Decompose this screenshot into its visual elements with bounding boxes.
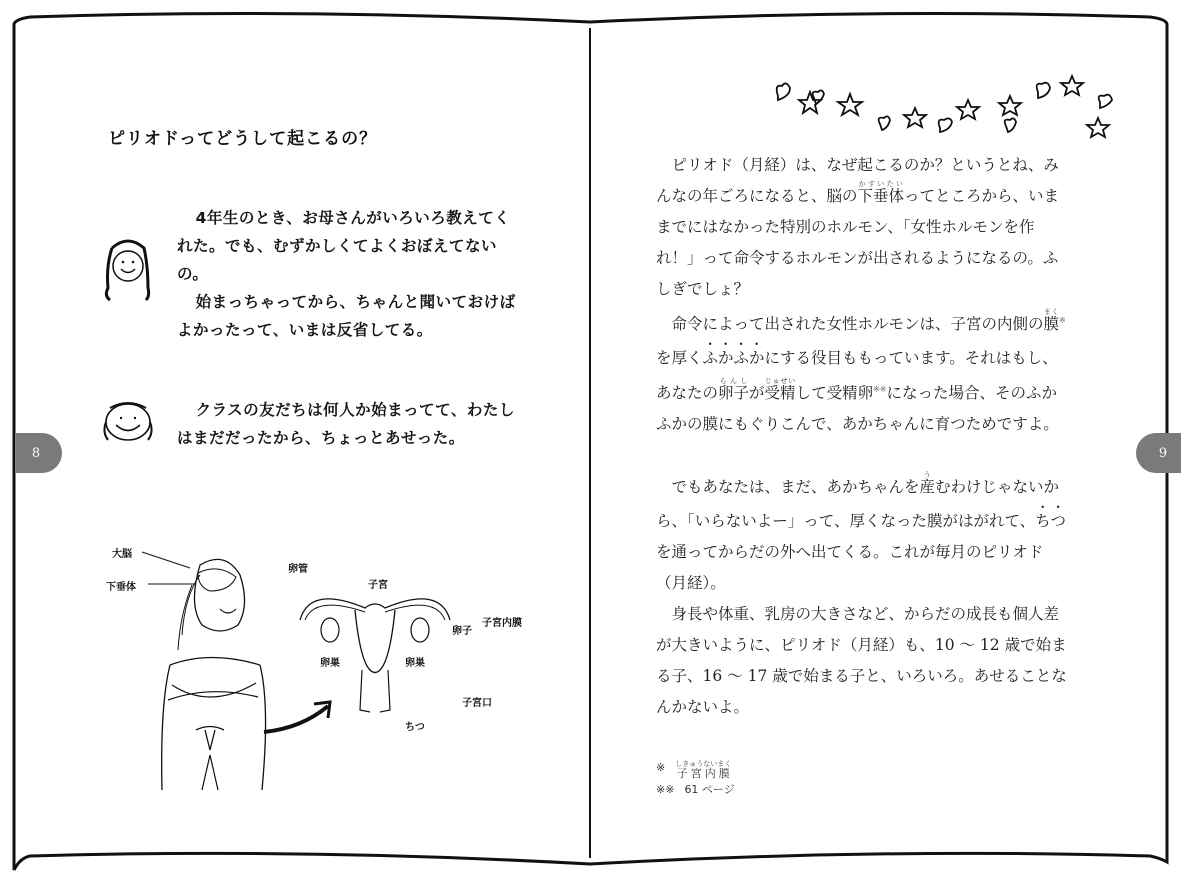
- label-uterus: 子宮: [368, 580, 388, 591]
- paragraph-2: 命令によって出された女性ホルモンは、子宮の内側の膜まく※を厚くふかふかにする役目ももっています。それはもし、あなたの卵子らんしが受精じゅせいして受精卵※※になった場合、そのふかふかの膜にもぐりこんで、あかちゃんに育つためですよ。: [656, 308, 1066, 434]
- quote-2-line-1: クラスの友だちは何人か始まってて、わたしはまだだったから、ちょっとあせった。: [177, 401, 515, 447]
- girl-face-long-hair-icon: [98, 236, 160, 306]
- quote-1-line-2: 始まっちゃってから、ちゃんと聞いておけばよかったって、いまは反省してる。: [177, 293, 516, 339]
- paragraph-gap: [656, 440, 1068, 471]
- uterus-diagram: [290, 580, 460, 720]
- girl-body-illustration: [150, 555, 280, 790]
- label-pituitary: 下垂体: [106, 582, 136, 593]
- paragraph-4: 身長や体重、乳房の大きさなど、からだの成長も個人差が大きいように、ピリオド（月経）も、10 ～ 12 歳で始まる子、16 ～ 17 歳で始まる子と、いろいろ。あせることなんかないよ。: [656, 605, 1067, 717]
- label-brain: 大脳: [112, 549, 132, 560]
- footnote-ref-2[interactable]: ※※: [873, 385, 887, 395]
- footnote-ref-1[interactable]: ※: [1059, 316, 1066, 325]
- label-leader-lines: [130, 548, 210, 588]
- label-vagina: ちつ: [405, 722, 425, 733]
- footnote-1: ※ 子宮内膜しきゅうないまく: [656, 760, 732, 780]
- page-number-tab-right: 9: [1136, 433, 1181, 473]
- quote-block-2: [177, 396, 522, 452]
- stars-and-hearts-decoration: [770, 72, 1120, 142]
- footnotes: [656, 760, 735, 798]
- paragraph-3: でもあなたは、まだ、あかちゃんを産うむわけじゃないから、「いらないよー」って、厚くなった膜がはがれて、ちつを通ってからだの外へ出てくる。これが毎月のピリオド（月経）。: [656, 471, 1066, 593]
- body-text: [656, 150, 1068, 723]
- girl-face-curly-hair-icon: [98, 398, 160, 448]
- page-number-tab-left: 8: [16, 433, 62, 473]
- label-oviduct: 卵管: [288, 564, 308, 575]
- label-ovary-right: 卵巣: [405, 658, 425, 669]
- label-cervix: 子宮口: [462, 698, 492, 709]
- label-egg: 卵子: [452, 626, 472, 637]
- page-heading: ピリオドってどうして起こるの？: [108, 129, 378, 149]
- quote-1-line-1: 4年生のとき、お母さんがいろいろ教えてくれた。でも、むずかしくてよくおぼえてないの。: [177, 209, 511, 283]
- footnote-2: ※※ 61 ページ: [656, 783, 735, 796]
- left-page: [0, 0, 590, 881]
- quote-block-1: [177, 204, 522, 344]
- label-ovary-left: 卵巣: [320, 658, 340, 669]
- label-endometrium: 子宮内膜: [482, 618, 522, 629]
- paragraph-1: ピリオド（月経）は、なぜ起こるのか？というとね、みんなの年ごろになると、脳の下垂体かすいたいってところから、いままでにはなかった特別のホルモン、「女性ホルモンを作れ！」って命令するホルモンが出されるようになるの。ふしぎでしょ？: [656, 156, 1060, 298]
